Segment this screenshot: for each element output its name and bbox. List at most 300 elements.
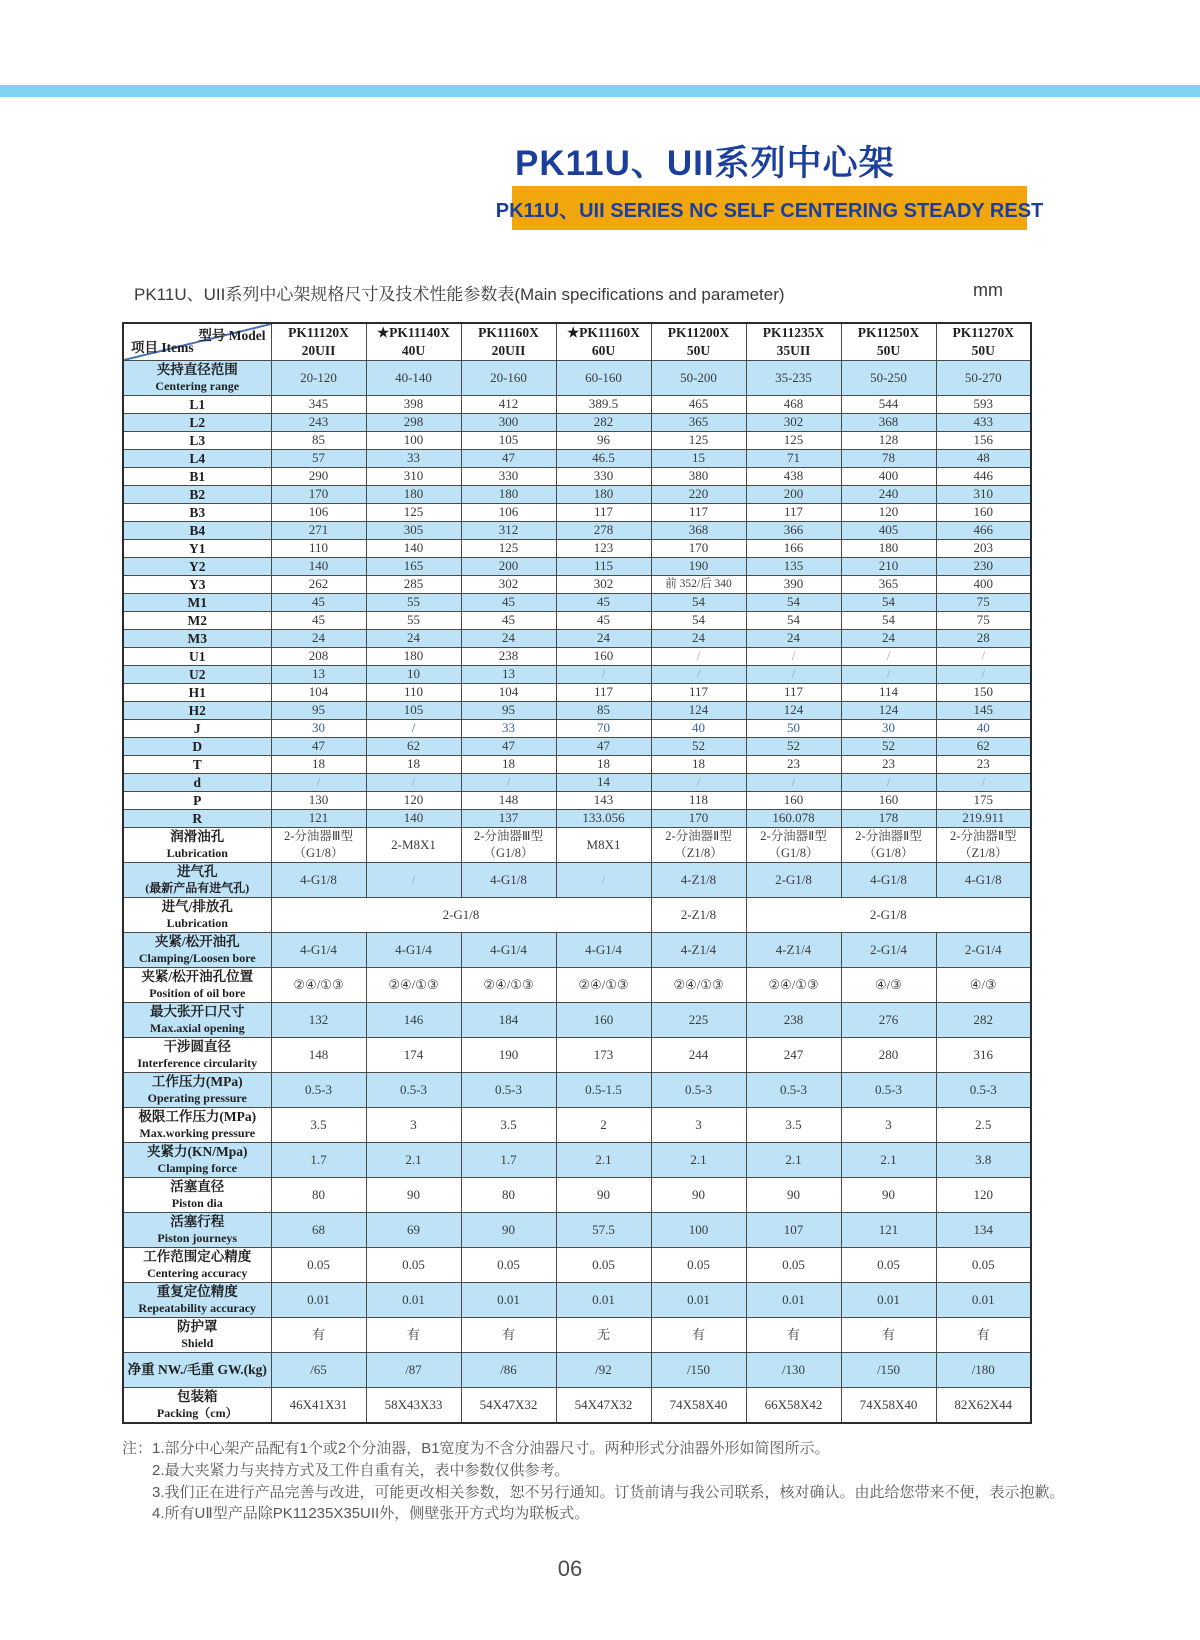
table-cell: 45 (271, 594, 366, 612)
table-cell: 282 (936, 1003, 1031, 1038)
table-cell: 23 (746, 756, 841, 774)
table-cell: 有 (651, 1318, 746, 1353)
table-cell: 160 (556, 648, 651, 666)
table-cell: 3 (841, 1108, 936, 1143)
table-cell: 2-G1/4 (841, 933, 936, 968)
table-cell: 46X41X31 (271, 1388, 366, 1424)
table-cell: / (841, 774, 936, 792)
table-cell: 143 (556, 792, 651, 810)
table-cell: 124 (746, 702, 841, 720)
notes (122, 1438, 1065, 1525)
table-cell: 200 (746, 486, 841, 504)
table-cell: 110 (271, 540, 366, 558)
table-cell: 75 (936, 612, 1031, 630)
table-cell: 170 (271, 486, 366, 504)
table-cell: 210 (841, 558, 936, 576)
notes-prefix: 注： (122, 1440, 153, 1457)
table-cell: 160 (556, 1003, 651, 1038)
table-cell: 2 (556, 1108, 651, 1143)
table-cell: 24 (461, 630, 556, 648)
table-row (123, 756, 1031, 774)
table-row (123, 774, 1031, 792)
table-cell: 300 (461, 414, 556, 432)
model-header-cell: ★PK11140X 40U (366, 323, 461, 361)
table-cell: 57.5 (556, 1213, 651, 1248)
table-cell: 121 (841, 1213, 936, 1248)
table-cell: 23 (841, 756, 936, 774)
table-cell: /87 (366, 1353, 461, 1388)
table-row (123, 1143, 1031, 1178)
table-cell: M8X1 (556, 828, 651, 863)
table-cell: 24 (271, 630, 366, 648)
table-cell: 45 (556, 612, 651, 630)
table-cell: 302 (746, 414, 841, 432)
table-cell: 271 (271, 522, 366, 540)
table-cell: 3 (366, 1108, 461, 1143)
table-cell: 3 (651, 1108, 746, 1143)
table-cell: 54 (651, 594, 746, 612)
table-cell: 180 (556, 486, 651, 504)
table-cell: 68 (271, 1213, 366, 1248)
table-cell: 104 (271, 684, 366, 702)
table-cell: ②④/①③ (366, 968, 461, 1003)
table-cell: 140 (366, 810, 461, 828)
table-cell: 75 (936, 594, 1031, 612)
table-cell: 54 (841, 612, 936, 630)
row-label: 包装箱 Packing（cm） (123, 1388, 271, 1424)
table-cell: 20-120 (271, 361, 366, 396)
table-cell: 593 (936, 396, 1031, 414)
table-cell: 4-G1/8 (461, 863, 556, 898)
row-label: L3 (123, 432, 271, 450)
row-label: T (123, 756, 271, 774)
table-row (123, 576, 1031, 594)
table-cell: 18 (461, 756, 556, 774)
row-label: B4 (123, 522, 271, 540)
table-cell: / (936, 774, 1031, 792)
table-cell: 170 (651, 540, 746, 558)
table-cell: 55 (366, 612, 461, 630)
table-cell: 90 (461, 1213, 556, 1248)
table-cell: 285 (366, 576, 461, 594)
table-row (123, 414, 1031, 432)
table-row (123, 486, 1031, 504)
table-row (123, 968, 1031, 1003)
table-cell: 123 (556, 540, 651, 558)
table-cell: 90 (556, 1178, 651, 1213)
table-cell: 20-160 (461, 361, 556, 396)
table-cell: 2.1 (556, 1143, 651, 1178)
table-cell: 35-235 (746, 361, 841, 396)
table-cell: 412 (461, 396, 556, 414)
table-cell: 137 (461, 810, 556, 828)
table-cell: 180 (366, 486, 461, 504)
table-cell: 160 (841, 792, 936, 810)
table-cell: 45 (461, 594, 556, 612)
table-cell: 125 (461, 540, 556, 558)
table-cell: 52 (651, 738, 746, 756)
row-label: U2 (123, 666, 271, 684)
notes-lines (152, 1438, 1065, 1525)
spec-table-container (122, 322, 1032, 1424)
table-cell: 220 (651, 486, 746, 504)
row-label: 夹紧/松开油孔 Clamping/Loosen bore (123, 933, 271, 968)
table-cell: 302 (556, 576, 651, 594)
table-cell: 4-G1/8 (271, 863, 366, 898)
table-row (123, 720, 1031, 738)
table-cell: 106 (271, 504, 366, 522)
table-cell: 45 (461, 612, 556, 630)
table-cell: 117 (746, 504, 841, 522)
table-cell: 280 (841, 1038, 936, 1073)
table-cell: 132 (271, 1003, 366, 1038)
table-cell: 310 (936, 486, 1031, 504)
table-row (123, 898, 1031, 933)
table-cell: 133.056 (556, 810, 651, 828)
table-cell: 3.5 (746, 1108, 841, 1143)
table-cell: ④/③ (841, 968, 936, 1003)
table-cell: 365 (841, 576, 936, 594)
table-row (123, 738, 1031, 756)
row-label: L4 (123, 450, 271, 468)
table-cell: 0.01 (556, 1283, 651, 1318)
table-cell: 4-G1/4 (366, 933, 461, 968)
table-row (123, 540, 1031, 558)
table-cell: 180 (461, 486, 556, 504)
table-cell: 368 (651, 522, 746, 540)
page-number: 06 (557, 1556, 583, 1581)
table-cell: /150 (651, 1353, 746, 1388)
table-cell: 0.5-3 (271, 1073, 366, 1108)
table-row (123, 1073, 1031, 1108)
table-cell: 117 (556, 684, 651, 702)
table-row (123, 450, 1031, 468)
table-cell: 24 (366, 630, 461, 648)
table-cell: 2.1 (366, 1143, 461, 1178)
table-cell: 166 (746, 540, 841, 558)
table-cell: 0.01 (746, 1283, 841, 1318)
table-cell: 45 (271, 612, 366, 630)
table-cell: 124 (841, 702, 936, 720)
table-cell: 0.01 (841, 1283, 936, 1318)
header-items-label: 项目 Items (131, 340, 194, 356)
table-cell: 0.5-3 (461, 1073, 556, 1108)
table-cell: 400 (841, 468, 936, 486)
table-cell: 47 (556, 738, 651, 756)
table-cell: 282 (556, 414, 651, 432)
row-label: 净重 NW./毛重 GW.(kg) (123, 1353, 271, 1388)
row-label: 进气孔 (最新产品有进气孔) (123, 863, 271, 898)
row-label: Y3 (123, 576, 271, 594)
table-cell: ②④/①③ (651, 968, 746, 1003)
table-cell: /150 (841, 1353, 936, 1388)
table-cell: 200 (461, 558, 556, 576)
table-cell: 0.05 (746, 1248, 841, 1283)
row-label: 夹持直径范围 Centering range (123, 361, 271, 396)
table-cell: 90 (841, 1178, 936, 1213)
row-label: 极限工作压力(MPa) Max.working pressure (123, 1108, 271, 1143)
table-cell: 544 (841, 396, 936, 414)
table-cell: 104 (461, 684, 556, 702)
table-cell: 125 (746, 432, 841, 450)
table-cell: 398 (366, 396, 461, 414)
table-cell: 312 (461, 522, 556, 540)
table-cell: 2-Z1/8 (651, 898, 746, 933)
table-cell: 23 (936, 756, 1031, 774)
table-row (123, 361, 1031, 396)
table-cell: 2-G1/4 (936, 933, 1031, 968)
table-cell: 15 (651, 450, 746, 468)
table-cell: 有 (936, 1318, 1031, 1353)
table-cell: 173 (556, 1038, 651, 1073)
table-cell: ②④/①③ (746, 968, 841, 1003)
note-line: 3.我们正在进行产品完善与改进，可能更改相关参数，恕不另行通知。订货前请与我公司联系，核对确认。由此给您带来不便，表示抱歉。 (152, 1483, 1065, 1501)
table-cell: 240 (841, 486, 936, 504)
row-label: P (123, 792, 271, 810)
table-row (123, 666, 1031, 684)
table-cell: 140 (271, 558, 366, 576)
table-cell: 54 (746, 594, 841, 612)
row-label: d (123, 774, 271, 792)
table-cell: 71 (746, 450, 841, 468)
table-cell: 85 (556, 702, 651, 720)
table-cell: 190 (651, 558, 746, 576)
table-cell: 121 (271, 810, 366, 828)
table-cell: 40 (936, 720, 1031, 738)
table-cell: 125 (651, 432, 746, 450)
table-cell: 2-M8X1 (366, 828, 461, 863)
table-cell: 316 (936, 1038, 1031, 1073)
table-row (123, 1213, 1031, 1248)
table-cell: 368 (841, 414, 936, 432)
table-header-row (123, 323, 1031, 361)
table-cell: 180 (366, 648, 461, 666)
row-label: 工作范围定心精度 Centering accuracy (123, 1248, 271, 1283)
note-line: 4.所有UⅡ型产品除PK11235X35UII外，侧壁张开方式均为联板式。 (152, 1505, 590, 1523)
row-label: 工作压力(MPa) Operating pressure (123, 1073, 271, 1108)
table-cell: 46.5 (556, 450, 651, 468)
table-cell: 243 (271, 414, 366, 432)
table-cell: 30 (841, 720, 936, 738)
table-cell: 466 (936, 522, 1031, 540)
table-row (123, 468, 1031, 486)
table-cell: 90 (366, 1178, 461, 1213)
table-cell: 117 (651, 504, 746, 522)
row-label: B3 (123, 504, 271, 522)
row-label: M1 (123, 594, 271, 612)
table-cell: 390 (746, 576, 841, 594)
model-header-cell: PK11200X 50U (651, 323, 746, 361)
table-row (123, 1353, 1031, 1388)
table-cell: 100 (651, 1213, 746, 1248)
table-cell: 1.7 (461, 1143, 556, 1178)
table-cell: 0.05 (271, 1248, 366, 1283)
table-cell: / (746, 648, 841, 666)
table-cell: 105 (461, 432, 556, 450)
table-cell: 有 (841, 1318, 936, 1353)
table-row (123, 828, 1031, 863)
table-cell: 115 (556, 558, 651, 576)
table-cell: 110 (366, 684, 461, 702)
table-cell: 0.01 (271, 1283, 366, 1318)
table-cell: 148 (271, 1038, 366, 1073)
table-cell: 219.911 (936, 810, 1031, 828)
row-label: M2 (123, 612, 271, 630)
table-cell: ②④/①③ (556, 968, 651, 1003)
table-cell: 389.5 (556, 396, 651, 414)
header-diagonal-cell (123, 323, 271, 361)
table-cell: 54 (746, 612, 841, 630)
table-row (123, 1318, 1031, 1353)
table-cell: 0.5-3 (366, 1073, 461, 1108)
table-cell: 156 (936, 432, 1031, 450)
table-cell: 2-分油器Ⅲ型 （G1/8） (461, 828, 556, 863)
top-accent-bar (0, 85, 1200, 97)
table-cell: 62 (936, 738, 1031, 756)
table-cell: 130 (271, 792, 366, 810)
table-cell: 54 (841, 594, 936, 612)
table-cell: 58X43X33 (366, 1388, 461, 1424)
table-cell: / (366, 720, 461, 738)
table-cell: / (556, 863, 651, 898)
table-cell: 0.05 (936, 1248, 1031, 1283)
table-row (123, 933, 1031, 968)
row-label: 活塞直径 Piston dia (123, 1178, 271, 1213)
table-cell: 238 (461, 648, 556, 666)
row-label: 活塞行程 Piston journeys (123, 1213, 271, 1248)
table-cell: 52 (841, 738, 936, 756)
table-cell: 24 (651, 630, 746, 648)
table-row (123, 504, 1031, 522)
table-cell: 82X62X44 (936, 1388, 1031, 1424)
table-cell: 278 (556, 522, 651, 540)
table-cell: 345 (271, 396, 366, 414)
table-cell: 0.01 (461, 1283, 556, 1318)
table-cell: 146 (366, 1003, 461, 1038)
table-cell: 50-270 (936, 361, 1031, 396)
table-cell: 305 (366, 522, 461, 540)
table-cell: 95 (271, 702, 366, 720)
table-cell: 4-G1/4 (271, 933, 366, 968)
note-line: 1.部分中心架产品配有1个或2个分油器，B1宽度为不含分油器尺寸。两种形式分油器外形如简图所示。 (152, 1440, 830, 1457)
table-cell: 33 (366, 450, 461, 468)
table-cell: 117 (556, 504, 651, 522)
row-label: L1 (123, 396, 271, 414)
table-cell: 74X58X40 (651, 1388, 746, 1424)
table-cell: /65 (271, 1353, 366, 1388)
table-cell: ②④/①③ (271, 968, 366, 1003)
table-cell: 55 (366, 594, 461, 612)
table-cell: 前 352/后 340 (651, 576, 746, 594)
table-cell: 48 (936, 450, 1031, 468)
table-cell: 0.05 (461, 1248, 556, 1283)
table-cell: 330 (461, 468, 556, 486)
row-label: J (123, 720, 271, 738)
table-cell: 247 (746, 1038, 841, 1073)
table-cell: 70 (556, 720, 651, 738)
table-cell: 3.5 (271, 1108, 366, 1143)
table-cell: 175 (936, 792, 1031, 810)
table-cell: 465 (651, 396, 746, 414)
row-label: M3 (123, 630, 271, 648)
row-label: L2 (123, 414, 271, 432)
table-cell: 184 (461, 1003, 556, 1038)
table-cell: 78 (841, 450, 936, 468)
model-header-cell: PK11235X 35UII (746, 323, 841, 361)
table-cell: 290 (271, 468, 366, 486)
table-cell: 160 (746, 792, 841, 810)
table-cell: / (271, 774, 366, 792)
table-cell: 4-Z1/4 (651, 933, 746, 968)
table-cell: 238 (746, 1003, 841, 1038)
table-cell: 0.05 (556, 1248, 651, 1283)
table-row (123, 396, 1031, 414)
table-cell: 0.5-3 (651, 1073, 746, 1108)
table-cell: 62 (366, 738, 461, 756)
table-cell: 18 (556, 756, 651, 774)
table-cell: 47 (461, 738, 556, 756)
table-cell: 120 (366, 792, 461, 810)
table-cell: 380 (651, 468, 746, 486)
table-cell: 74X58X40 (841, 1388, 936, 1424)
table-cell: 128 (841, 432, 936, 450)
table-cell: 40 (651, 720, 746, 738)
table-cell: 134 (936, 1213, 1031, 1248)
table-cell: 54X47X32 (461, 1388, 556, 1424)
row-label: R (123, 810, 271, 828)
table-cell: 2-G1/8 (271, 898, 651, 933)
row-label: 干涉圆直径 Interference circularity (123, 1038, 271, 1073)
table-cell: 203 (936, 540, 1031, 558)
row-label: U1 (123, 648, 271, 666)
table-row (123, 432, 1031, 450)
row-label: H2 (123, 702, 271, 720)
table-cell: 90 (651, 1178, 746, 1213)
table-caption: PK11U、UII系列中心架规格尺寸及技术性能参数表(Main specifications and parameter) (134, 285, 785, 304)
table-cell: 107 (746, 1213, 841, 1248)
table-cell: 2-G1/8 (746, 863, 841, 898)
table-cell: 2-分油器Ⅲ型 （G1/8） (271, 828, 366, 863)
table-row (123, 1003, 1031, 1038)
table-cell: 120 (841, 504, 936, 522)
table-cell: 365 (651, 414, 746, 432)
table-row (123, 1248, 1031, 1283)
table-cell: 3.8 (936, 1143, 1031, 1178)
table-cell: ④/③ (936, 968, 1031, 1003)
table-cell: 106 (461, 504, 556, 522)
table-cell: 225 (651, 1003, 746, 1038)
table-cell: 244 (651, 1038, 746, 1073)
table-cell: 54X47X32 (556, 1388, 651, 1424)
table-cell: 4-G1/8 (936, 863, 1031, 898)
table-cell: 有 (271, 1318, 366, 1353)
table-cell: 4-Z1/4 (746, 933, 841, 968)
table-cell: / (366, 863, 461, 898)
table-cell: 230 (936, 558, 1031, 576)
table-cell: 4-G1/4 (461, 933, 556, 968)
row-label: B1 (123, 468, 271, 486)
table-cell: / (651, 648, 746, 666)
table-cell: 0.5-3 (936, 1073, 1031, 1108)
table-cell: 4-G1/8 (841, 863, 936, 898)
table-cell: 50 (746, 720, 841, 738)
table-cell: 120 (936, 1178, 1031, 1213)
model-header-cell: PK11120X 20UII (271, 323, 366, 361)
table-cell: 2-分油器Ⅱ型 （G1/8） (841, 828, 936, 863)
table-cell: 50-250 (841, 361, 936, 396)
table-cell: 302 (461, 576, 556, 594)
table-cell: 47 (271, 738, 366, 756)
